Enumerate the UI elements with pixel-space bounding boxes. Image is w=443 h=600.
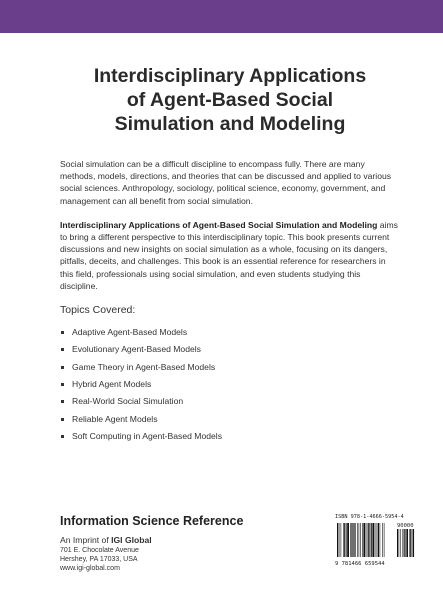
topic-label: Real-World Social Simulation: [72, 396, 184, 407]
title-line: Interdisciplinary Applications: [93, 65, 367, 87]
top-color-band: [0, 0, 443, 33]
topic-item: [60, 359, 400, 376]
intro-paragraph: Social simulation can be a difficult discipline to encompass fully. There are many methods, models, directions, and theories that can be discussed and applied to various social sciences. Anthropology, sociology, political science, economy, government, and management can all benefit from social simulation.: [60, 159, 392, 206]
topic-label: Adaptive Agent-Based Models: [72, 327, 188, 338]
topic-label: Game Theory in Agent-Based Models: [72, 361, 216, 372]
topic-item: [60, 411, 400, 428]
bullet-icon: [61, 435, 64, 438]
imprint-prefix: An Imprint of: [60, 535, 112, 545]
topic-label: Evolutionary Agent-Based Models: [72, 344, 201, 355]
bullet-icon: [61, 400, 64, 403]
publisher-block: [60, 514, 290, 573]
bullet-icon: [61, 348, 64, 351]
title-line: Simulation and Modeling: [114, 113, 346, 135]
topics-list: [60, 324, 400, 445]
topic-item: [60, 376, 400, 393]
topic-item: [60, 341, 400, 358]
bullet-icon: [61, 418, 64, 421]
address-line: 701 E. Chocolate Avenue: [60, 547, 139, 554]
barcode-bars-icon: [335, 522, 423, 566]
topic-item: [60, 393, 400, 410]
topic-label: Hybrid Agent Models: [72, 378, 152, 389]
title-line: of Agent-Based Social: [126, 89, 334, 111]
topic-label: Reliable Agent Models: [72, 413, 158, 424]
address-line: Hershey, PA 17033, USA: [60, 556, 138, 563]
topic-label: Soft Computing in Agent-Based Models: [72, 430, 223, 441]
bullet-icon: [61, 366, 64, 369]
topics-heading: Topics Covered:: [60, 304, 136, 317]
description-book-title: Interdisciplinary Applications of Agent-Based Social Simulation and Modeling: [60, 219, 378, 230]
bullet-icon: [61, 331, 64, 334]
book-title: [60, 64, 400, 136]
description-paragraph: [60, 219, 400, 292]
topic-item: [60, 324, 400, 341]
description-text: aims to bring a different perspective to this interdisciplinary topic. This book presents current discussions and new insights on social simulation as a whole, focusing on its dangers, pitfalls, deceits, and challenges. This book is an essential reference for researchers in this field, professionals using social simulation, and even students studying this discipline.: [60, 219, 398, 291]
isbn-label: ISBN 978-1-4666-5954-4: [335, 514, 404, 520]
publisher-name: Information Science Reference: [60, 514, 244, 528]
isbn-barcode: [335, 514, 423, 573]
barcode-addon: 90000: [397, 523, 414, 529]
bullet-icon: [61, 383, 64, 386]
imprint-line: [60, 535, 290, 546]
back-cover-content: [60, 33, 400, 445]
topic-item: [60, 428, 400, 445]
website-line: www.igi-global.com: [60, 565, 120, 572]
imprint-name: IGI Global: [111, 535, 152, 545]
barcode-digits: 9 781466 659544: [335, 561, 385, 566]
